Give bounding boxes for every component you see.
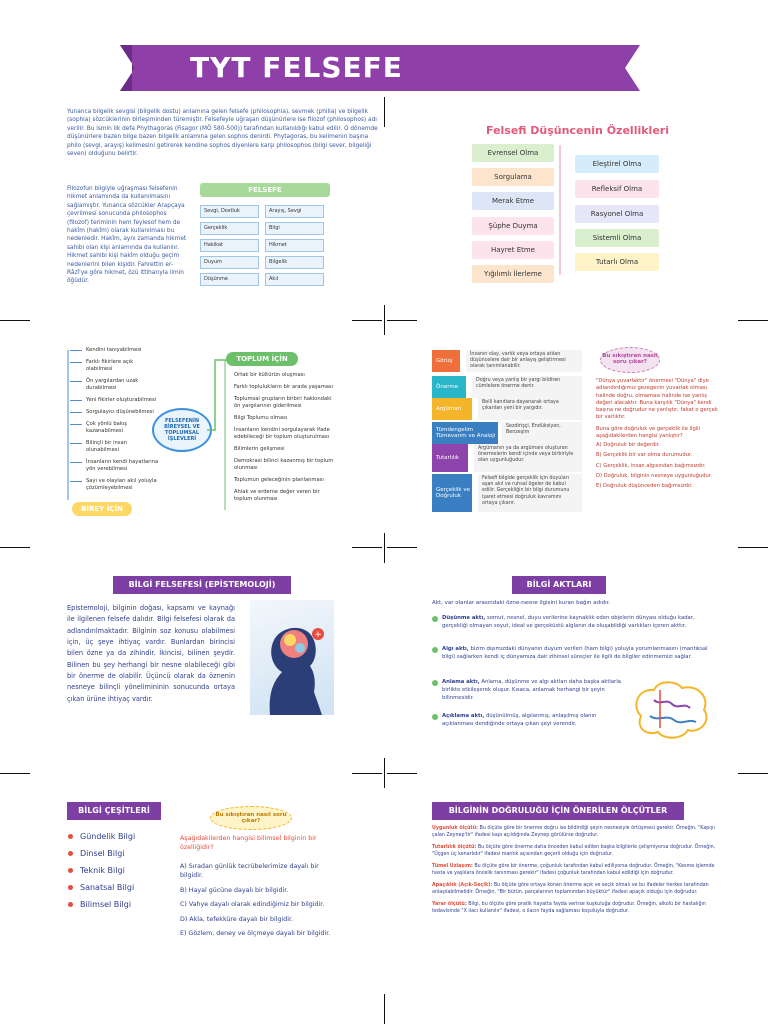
table-row — [432, 474, 582, 512]
ozellikler-title: Felsefi Düşüncenin Özellikleri — [486, 124, 669, 137]
criterion-name: Uygunluk ölçütü: — [432, 826, 479, 831]
cut-mark — [352, 320, 382, 321]
criterion-item — [432, 826, 722, 840]
toplumsal-list — [226, 372, 336, 508]
table-cell: Sevgi, Dostluk — [200, 205, 259, 218]
list-item: Farklı fikirlere açık olabilmesi — [70, 359, 160, 373]
table-row — [432, 350, 582, 372]
cut-mark — [384, 305, 385, 335]
bilgi-cesitleri-list — [68, 828, 168, 913]
page-title: TYT FELSEFE — [190, 51, 403, 84]
term-desc: Belli kanıtlara dayanarak ortaya çıkarılan yeni bir yargıdır. — [478, 398, 582, 420]
act-text: bizim dışımızdaki dünyanın duyum verileri (ham bilgi) yoluyla yorumlanmasını (mantıksal bilgi) sağlarken kendi iç dünyamıza dair zihinsel süreçler ile ilgili de bilgiler edinmemizi sağlar. — [442, 646, 708, 661]
cut-mark — [384, 758, 385, 788]
list-item: Demokrasi bilinci kazanmış bir toplum olunması — [234, 458, 334, 472]
table-row — [200, 256, 330, 273]
act-text: düşünülmüş, algılanmış, anlaşılmış olanın açıklanması dendiğinde ortaya çıkan şeyi verendir. — [442, 713, 597, 728]
pill-merak: Merak Etme — [472, 192, 554, 210]
criterion-name: Yarar ölçütü: — [432, 901, 467, 907]
list-item: Ortak bir kültürün oluşması — [234, 372, 305, 378]
act-text: somut, nesnel, duyu verilerine kaynaklık eden objelerin dünyası olduğu kadar, gerçekliği olmayan soyut, ideal ve gerçeküstü alglanın da oluşabildiği varlıkları içeren akttır. — [442, 615, 695, 630]
act-item — [432, 712, 622, 728]
olcutler-list — [432, 826, 722, 921]
table-row — [432, 376, 582, 398]
list-item: Sorgulayıcı düşünebilmesi — [70, 409, 160, 416]
list-item: Bilinçli bir insan olunabilmesi — [70, 440, 160, 454]
cut-mark — [387, 773, 417, 774]
list-item: Yeni fikirler oluşturabilmesi — [70, 397, 160, 404]
list-item: Sanatsal Bilgi — [68, 879, 168, 896]
cut-mark — [352, 547, 382, 548]
criterion-text: Bu ölçüte göre bir önerme doğru ise bildirdiği şeyin nesnesiyle örtüşmesi gerekir. Örneğin, "Kapıyı çalan Zeynep'tir" ifadesi kapı açıldığında Zeynep görülürse doğrudur. — [432, 826, 715, 838]
cut-mark — [738, 547, 768, 548]
list-item: Bilimsel Bilgi — [68, 896, 168, 913]
criterion-item — [432, 883, 722, 897]
term-desc: Doğru veya yanlış bir yargı bildiren cümlelere önerme denir. — [472, 376, 582, 398]
pill-hayret: Hayret Etme — [472, 241, 554, 259]
question-text — [596, 378, 718, 440]
table-row — [432, 444, 582, 472]
table-cell: Gerçeklik — [200, 222, 259, 235]
term-label: Önerme — [432, 376, 466, 398]
table-row — [200, 222, 330, 239]
answer-option: B) Gerçeklik bir var olma durumudur. — [596, 452, 693, 459]
head-brain-illustration — [250, 600, 334, 715]
table-row — [200, 239, 330, 256]
birey-icin-tag: BİREY İÇİN — [72, 502, 132, 516]
cut-mark — [0, 547, 30, 548]
answer-options — [180, 862, 336, 944]
table-row — [432, 422, 582, 444]
criterion-text: Bu ölçüte göre önerme daha önceden kabul edilen başka bilgilerle çelişmiyorsa doğrudur. Örneğin, "Üçgen üç kenarlıdır" ifadesi mantık açısından geçerli olduğu için doğrudur. — [432, 844, 716, 857]
list-item: Kendini tanıyabilmesi — [70, 347, 160, 354]
term-label: Tutarlılık — [432, 444, 468, 472]
table-cell: Hakikat — [200, 239, 259, 252]
act-name: Düşünme aktı, — [442, 615, 486, 621]
cut-mark — [0, 773, 30, 774]
felsefe-table-heading: FELSEFE — [200, 183, 330, 197]
pill-rasyonel: Rasyonel Olma — [575, 205, 659, 223]
pill-evrensel: Evrensel Olma — [472, 144, 554, 162]
cut-mark — [738, 773, 768, 774]
cut-mark — [0, 320, 30, 321]
table-row — [200, 205, 330, 222]
table-cell: Duyum — [200, 256, 259, 269]
pill-tutarli: Tutarlı Olma — [575, 253, 659, 271]
felsefe-table-box — [200, 183, 330, 291]
list-item: Ön yargılardan uzak durabilmesi — [70, 378, 160, 392]
list-item: Ahlak ve erdeme değer veren bir toplum olunması — [234, 489, 320, 503]
term-desc: Sezdirişçi, Endüksiyon, Benzeşim — [502, 422, 582, 444]
svg-text:+: + — [314, 630, 322, 640]
table-cell: Arayış, Sevgi — [265, 205, 324, 218]
bullet-icon — [432, 714, 438, 720]
olcutler-ribbon: BİLGİNİN DOĞRULUĞU İÇİN ÖNERİLEN ÖLÇÜTLER — [432, 802, 684, 820]
cut-mark — [384, 994, 385, 1024]
table-cell: Akıl — [265, 273, 324, 286]
answer-option: A) Doğruluk bir değerdir. — [596, 442, 661, 448]
criterion-item — [432, 902, 722, 916]
list-item: İnsanların kendi hayatlarına yön verebilmesi — [70, 459, 160, 473]
criterion-item — [432, 845, 722, 859]
bilgi-cesitleri-ribbon: BİLGİ ÇEŞİTLERİ — [67, 802, 161, 820]
list-item: Çok yönlü bakış kazanabilmesi — [70, 421, 160, 435]
act-name: Algı aktı, — [442, 646, 469, 652]
felsefe-table — [200, 205, 330, 290]
criterion-name: Tutarlılık ölçütü: — [432, 844, 477, 850]
felsefe-hikmet-text: Filozofun bilgiyle uğraşması felsefenin hikmet anlamında da kullanılmasını sağlamıştır. Yunanca sözcükler Arapçaya çevrilmesi sonucunda philosophos (filozof) teriminin hem feylesof hem de hakîm (hakîm) olarak kullanılması bu nedenledir. Hakîm, aynı zamanda hikmet sahibi olan kişi anlamında da kullanılır. Hikmet sahibi kişi hakîm olduğu geçim nedenlerini bilen kişidir. Fahrettin er-Râzî'ye göre hikmet, özü ittiharıyla ilmin öğüdür. — [67, 186, 187, 285]
answer-options — [596, 442, 718, 493]
act-name: Açıklama aktı, — [442, 713, 485, 719]
list-item: Teknik Bilgi — [68, 862, 168, 879]
pill-sorgulama: Sorgulama — [472, 168, 554, 186]
list-item: Toplumsal grupların birbiri hakkındaki ön yargılarının giderilmesi — [234, 396, 332, 410]
criterion-name: Tümel Uzlaşım: — [432, 863, 473, 869]
cut-mark — [384, 533, 385, 563]
pill-refleksif: Refleksif Olma — [575, 180, 659, 198]
cut-mark — [738, 320, 768, 321]
table-cell: Bilgelik — [265, 256, 324, 269]
bilgi-aktlari-ribbon: BİLGİ AKTLARI — [512, 576, 606, 594]
act-item — [432, 614, 722, 630]
table-cell: Düşünme — [200, 273, 259, 286]
bullet-icon — [432, 616, 438, 622]
act-name: Anlama aktı, — [442, 679, 480, 685]
brain-icon — [626, 676, 716, 744]
bullet-icon — [432, 647, 438, 653]
answer-option: C) Gerçeklik, insan algısından bağımsızdır. — [596, 462, 706, 469]
pill-yigilimli: Yığılımlı İlerleme — [472, 265, 554, 283]
aktlar-intro: Akt, var olanlar arasındaki özne-nesne ilgisini kuran bağın adıdır. — [432, 600, 611, 606]
table-row — [200, 273, 330, 290]
term-desc: Felsefi bilgide gerçeklik için duyuları aşan akıl ve ruhsal ögeler de kabul edilir. Gerçekliğin bir bilgi durumunu işaret etmesi doğruluk kavramını ortaya çıkarır. — [478, 474, 582, 512]
term-label: Tümdengelim Tümevarım ve Analoji — [432, 422, 498, 444]
list-item: Dinsel Bilgi — [68, 845, 168, 862]
question-bubble: Bu sıkıştıran nasıl soru çıkar? — [210, 806, 292, 830]
pill-elestirel: Eleştirel Olma — [575, 155, 659, 173]
question-stem: "Dünya yuvarlaktır" önermesi "Dünya" diye adlandırdığımız gezegenin yuvarlak olması halinde doğru, olmaması halinde ise yanlış değeri alacaktır. Buna karşılık "Dünya" kendi başına ne doğrudur ne yanlıştır, fakat o gerçek bir varlıktır. — [596, 378, 718, 421]
question-prompt: Buna göre doğruluk ve gerçeklik ile ilgili aşağıdakilerden hangisi yanlıştır? — [596, 425, 701, 439]
term-desc: İnsanın olay, varlık veya ortaya atılan düşüncelere dair bir anlayış geliştirmesi olarak tanımlanabilir. — [466, 350, 582, 372]
list-item: Bilimlerin gelişmesi — [234, 446, 285, 453]
act-text: Anlama, düşünme ve algı aktları daha başka aktlarla birlikte etkileşerek oluşur. Kısaca, anlamak herhangi bir şeyin bilinmesidir. — [442, 679, 622, 702]
answer-option: E) Gözlem, deney ve ölçmeye dayalı bir bilgidir. — [180, 930, 331, 938]
question-bubble: Bu sıkıştıran nasıl soru çıkar? — [600, 347, 660, 373]
felsefe-intro-text: Yunanca bilgelik sevgisi (bilgelik dostu) anlamına gelen felsefe (philosophia), sevmek (philia) ve bilgelik (sophia) sözcüklerinin birleşiminden türemiştir. Felsefeyle uğraşan düşünürlere ise filozof (philosophos) adı verilir. Bu ismin ilk defa Phythagoras (Fisagor (MÖ 580-500)) tarafından kullanıldığı kabul edilir. O dönemde düşünürlere bazen bilge bazen bilgelik anlamına gelen sophos denirdi. Phytagoras, bu kelimenin başına philo (sevgi, arayış) kelimesini getirerek kendine sophos diyenlere karşı philosophos (bilgi sever, bilgeliği seven) olduğunu belirtir. — [67, 109, 378, 157]
term-label: Görüş — [432, 350, 460, 372]
answer-option: E) Doğruluk düşünceden bağımsızdır. — [596, 483, 693, 490]
list-item: Farklı toplulukların bir arada yaşaması — [234, 384, 334, 391]
answer-option: B) Hayal gücüne dayalı bir bilgidir. — [180, 886, 289, 894]
bireysel-bracket — [62, 350, 70, 510]
epistemoloji-text: Epistemoloji, bilginin doğası, kapsamı ve kaynağı ile ilgilenen felsefe dalıdır. Bilgi felsefesi olarak da adlandırılmaktadır. Bilginin soz konusu olabilmesi için, üç şeye ihtiyaç vardır. Bunlardan birincisi bilen özne ya da zihindir. İkincisi, bilinen şeydir. Bilinen bu şey herhangi bir nesne olabileceği gibi bir önerme de olabilir. Üçüncü olarak da öznenin nesneye bilinçli yönelimininin sonucunda ortaya çıkan ürüne ihtiyaç vardır. — [67, 604, 235, 703]
table-cell: Bilgi — [265, 222, 324, 235]
term-label: Argüman — [432, 398, 472, 420]
act-item — [432, 678, 622, 703]
table-cell: Hikmet — [265, 239, 324, 252]
list-item: Gündelik Bilgi — [68, 828, 168, 845]
pill-suphe: Şüphe Duyma — [472, 217, 554, 235]
answer-option: A) Sıradan günlük tecrübelerimize dayalı bir bilgidir. — [180, 863, 319, 880]
pill-sistemli: Sistemli Olma — [575, 229, 659, 247]
cut-mark — [387, 320, 417, 321]
criterion-text: Bu ölçüte göre ortaya konan önerme açık ve seçik olmalı ve bu ifadeler herkes tarafından anlaşılabilmelidir. Örneğin, "Bir bütün, parçalarının toplamından büyüktür" ifadesi apaçık olduğu için doğrudur. — [432, 882, 709, 895]
list-item: İnsanların kendini sorgulayarak ifade edebileceği bir toplum oluşturulması — [234, 427, 330, 441]
act-item — [432, 645, 722, 661]
toplum-icin-tag: TOPLUM İÇİN — [226, 352, 298, 366]
title-banner — [120, 45, 640, 91]
bireysel-list — [70, 347, 160, 497]
criterion-item — [432, 864, 722, 878]
list-item: Toplumun geleceğinin planlanması — [234, 477, 324, 484]
list-item: Sayı ve olayları akıl yoluyla çözümleyebilmesi — [70, 478, 160, 492]
term-desc: Argümanın ya da argümanı oluşturan önermelerin kendi içinde veya birbiriyle olan uygunluğudur. — [474, 444, 582, 472]
term-label: Gerçeklik ve Doğruluk — [432, 474, 472, 512]
criterion-text: Bu ölçüte göre bir önerme, çoğunluk tarafından kabul ediliyorsa doğrudur. Örneğin, "Kesme işlemde hasta ve yaşlılara öncelik tanınması gerekir" ifadesi çoğunluk tarafından kabul edildiği için doğrudur. — [432, 863, 715, 876]
criterion-text: Bilgi, bu ölçüte göre pratik hayatta fayda verirse kuşkuluğa doğrudur. Örneğin, alkolü bir hastalığın tedavisinde "X ilacı kullanılır" ifadesi, o ilacın fayda sağlaması koşuluyla doğrudur. — [432, 901, 706, 914]
cut-mark — [384, 97, 385, 127]
cut-mark — [352, 773, 382, 774]
cut-mark — [387, 547, 417, 548]
criterion-name: Apaçıklık (Açık-Seçik): — [432, 882, 493, 888]
question-text: Aşağıdakilerden hangisi bilimsel bilginin bir özelliğidir? — [180, 835, 317, 852]
answer-option: C) Vahye dayalı olarak edindiğimiz bir bilgidir. — [180, 901, 325, 909]
islevler-circle: FELSEFENİN BİREYSEL VE TOPLUMSAL İŞLEVLERİ — [152, 408, 212, 452]
list-item: Bilgi Toplumu olması — [234, 415, 288, 422]
bullet-icon — [432, 680, 438, 686]
epistemoloji-ribbon: BİLGİ FELSEFESİ (EPİSTEMOLOJİ) — [113, 576, 291, 594]
answer-option: D) Akla, tefekküre dayalı bir bilgidir. — [180, 915, 294, 923]
table-row — [432, 398, 582, 420]
answer-option: D) Doğruluk, bilginin nesneye uygunluğudur. — [596, 472, 713, 479]
